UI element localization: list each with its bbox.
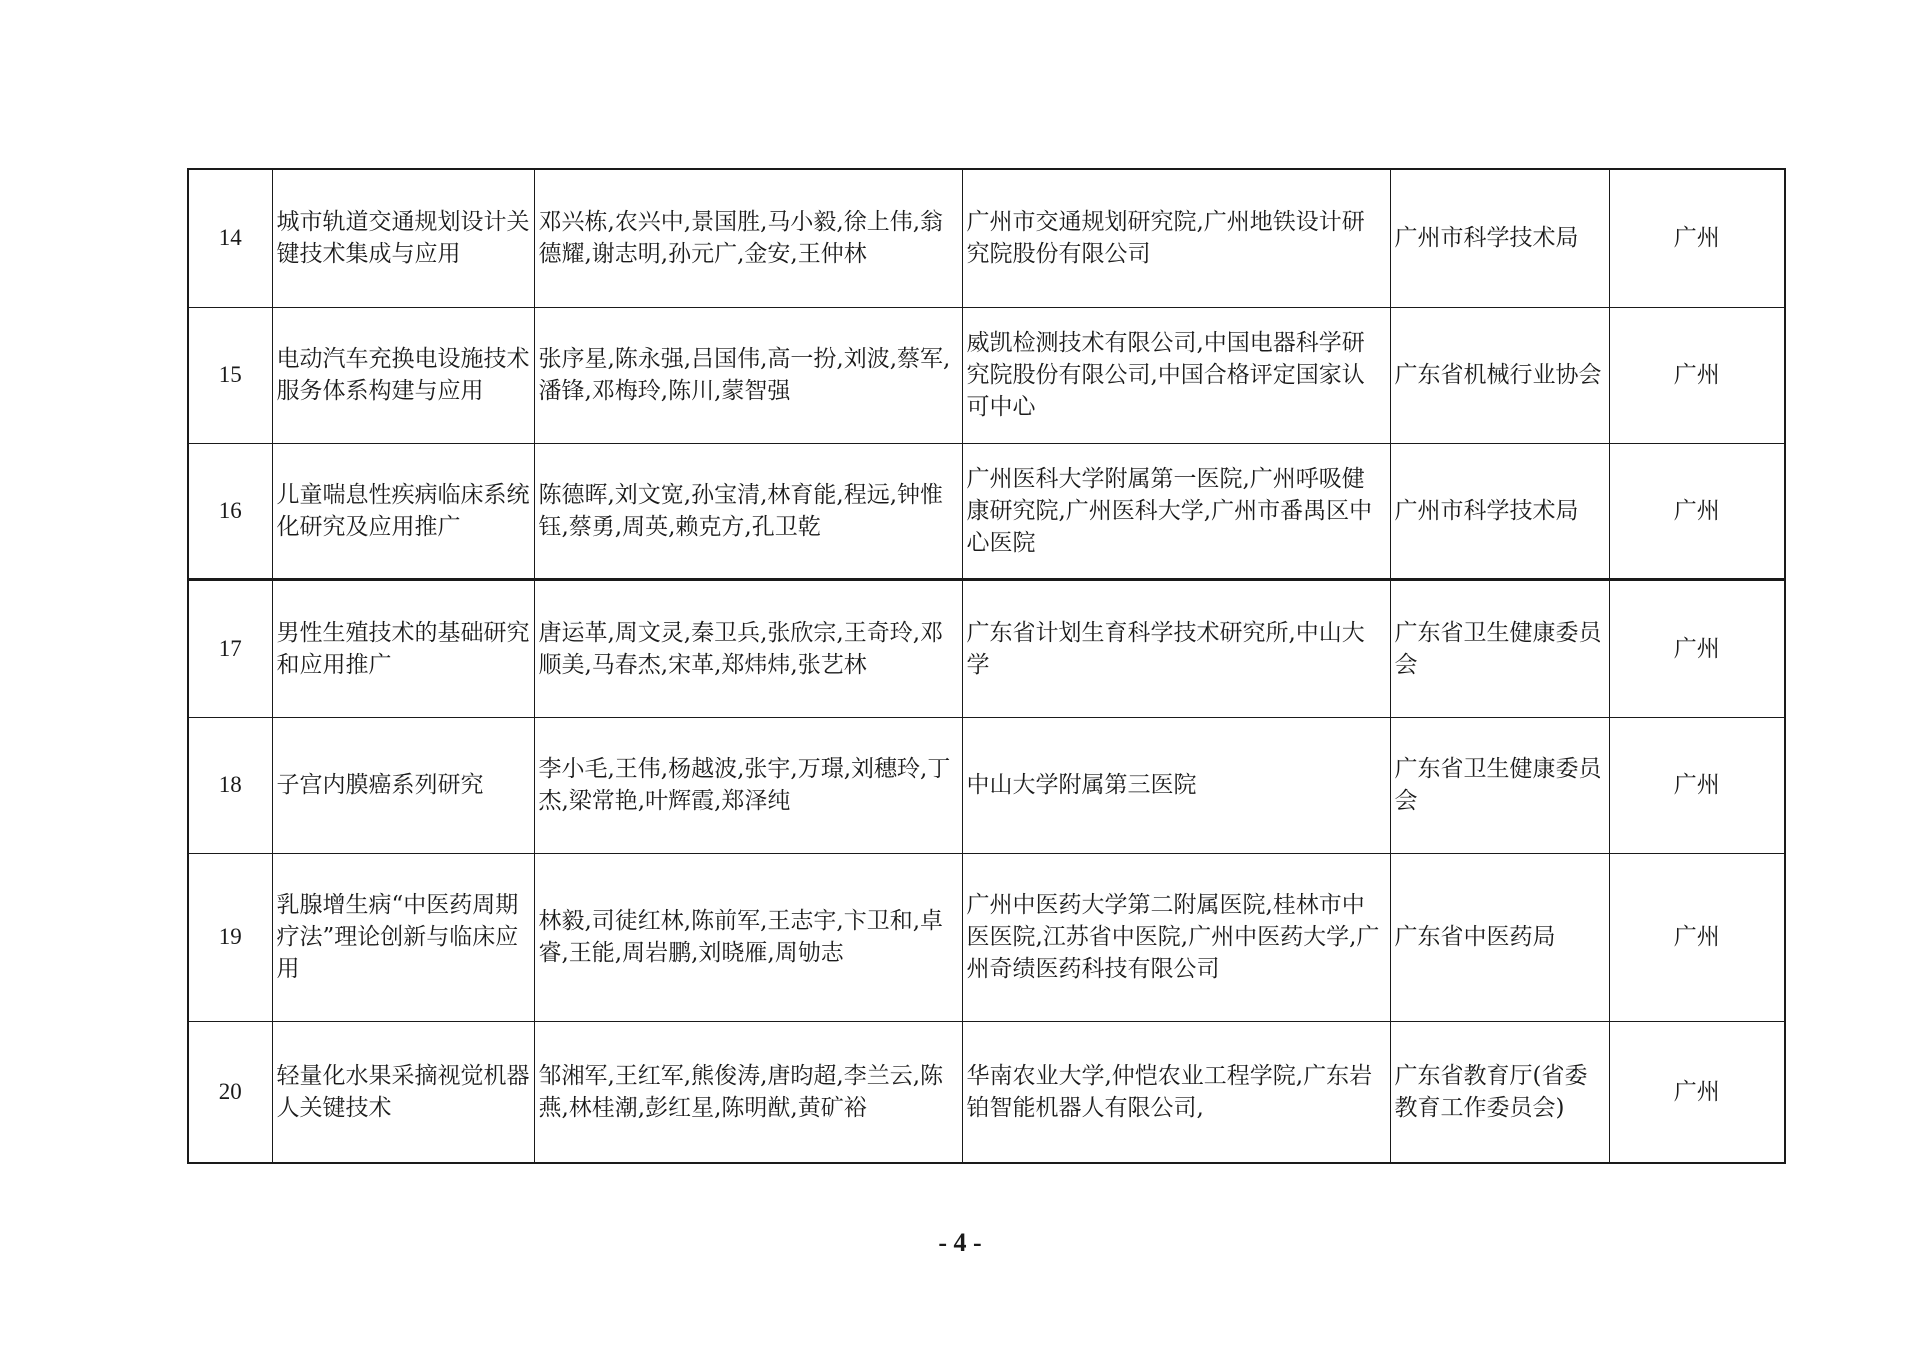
table-row	[188, 169, 1785, 307]
row-number: 19	[188, 853, 272, 1021]
region: 广州	[1609, 307, 1785, 443]
organizations: 威凯检测技术有限公司,中国电器科学研究院股份有限公司,中国合格评定国家认可中心	[962, 307, 1390, 443]
organizations: 广州市交通规划研究院,广州地铁设计研究院股份有限公司	[962, 169, 1390, 307]
table-row	[188, 443, 1785, 579]
region: 广州	[1609, 1021, 1785, 1163]
project-name: 城市轨道交通规划设计关键技术集成与应用	[272, 169, 534, 307]
row-number: 20	[188, 1021, 272, 1163]
row-number: 16	[188, 443, 272, 579]
project-name: 儿童喘息性疾病临床系统化研究及应用推广	[272, 443, 534, 579]
region: 广州	[1609, 169, 1785, 307]
project-name: 男性生殖技术的基础研究和应用推广	[272, 579, 534, 717]
team-members: 陈德晖,刘文宽,孙宝清,林育能,程远,钟惟钰,蔡勇,周英,赖克方,孔卫乾	[534, 443, 962, 579]
project-name: 轻量化水果采摘视觉机器人关键技术	[272, 1021, 534, 1163]
organizations: 中山大学附属第三医院	[962, 717, 1390, 853]
recommender: 广州市科学技术局	[1390, 443, 1609, 579]
recommender: 广东省教育厅(省委教育工作委员会)	[1390, 1021, 1609, 1163]
recommender: 广东省机械行业协会	[1390, 307, 1609, 443]
team-members: 唐运革,周文灵,秦卫兵,张欣宗,王奇玲,邓顺美,马春杰,宋革,郑炜炜,张艺林	[534, 579, 962, 717]
region: 广州	[1609, 443, 1785, 579]
team-members: 李小毛,王伟,杨越波,张宇,万璟,刘穗玲,丁杰,梁常艳,叶辉霞,郑泽纯	[534, 717, 962, 853]
region: 广州	[1609, 717, 1785, 853]
organizations: 广东省计划生育科学技术研究所,中山大学	[962, 579, 1390, 717]
project-name: 乳腺增生病“中医药周期疗法”理论创新与临床应用	[272, 853, 534, 1021]
organizations: 广州中医药大学第二附属医院,桂林市中医医院,江苏省中医院,广州中医药大学,广州奇绩医药科技有限公司	[962, 853, 1390, 1021]
organizations: 华南农业大学,仲恺农业工程学院,广东岩铂智能机器人有限公司,	[962, 1021, 1390, 1163]
page-number: - 4 -	[938, 1228, 982, 1257]
team-members: 邹湘军,王红军,熊俊涛,唐昀超,李兰云,陈燕,林桂潮,彭红星,陈明猷,黄矿裕	[534, 1021, 962, 1163]
award-table	[187, 168, 1786, 1164]
table-row	[188, 1021, 1785, 1163]
region: 广州	[1609, 853, 1785, 1021]
table-row	[188, 853, 1785, 1021]
project-name: 子宫内膜癌系列研究	[272, 717, 534, 853]
project-name: 电动汽车充换电设施技术服务体系构建与应用	[272, 307, 534, 443]
table-row	[188, 307, 1785, 443]
row-number: 17	[188, 579, 272, 717]
recommender: 广东省卫生健康委员会	[1390, 579, 1609, 717]
table-row	[188, 579, 1785, 717]
recommender: 广东省中医药局	[1390, 853, 1609, 1021]
recommender: 广东省卫生健康委员会	[1390, 717, 1609, 853]
region: 广州	[1609, 579, 1785, 717]
recommender: 广州市科学技术局	[1390, 169, 1609, 307]
table-row	[188, 717, 1785, 853]
organizations: 广州医科大学附属第一医院,广州呼吸健康研究院,广州医科大学,广州市番禺区中心医院	[962, 443, 1390, 579]
row-number: 14	[188, 169, 272, 307]
team-members: 邓兴栋,农兴中,景国胜,马小毅,徐上伟,翁德耀,谢志明,孙元广,金安,王仲林	[534, 169, 962, 307]
row-number: 18	[188, 717, 272, 853]
row-number: 15	[188, 307, 272, 443]
team-members: 林毅,司徒红林,陈前军,王志宇,卞卫和,卓睿,王能,周岩鹏,刘晓雁,周劬志	[534, 853, 962, 1021]
team-members: 张序星,陈永强,吕国伟,高一扮,刘波,蔡军,潘锋,邓梅玲,陈川,蒙智强	[534, 307, 962, 443]
